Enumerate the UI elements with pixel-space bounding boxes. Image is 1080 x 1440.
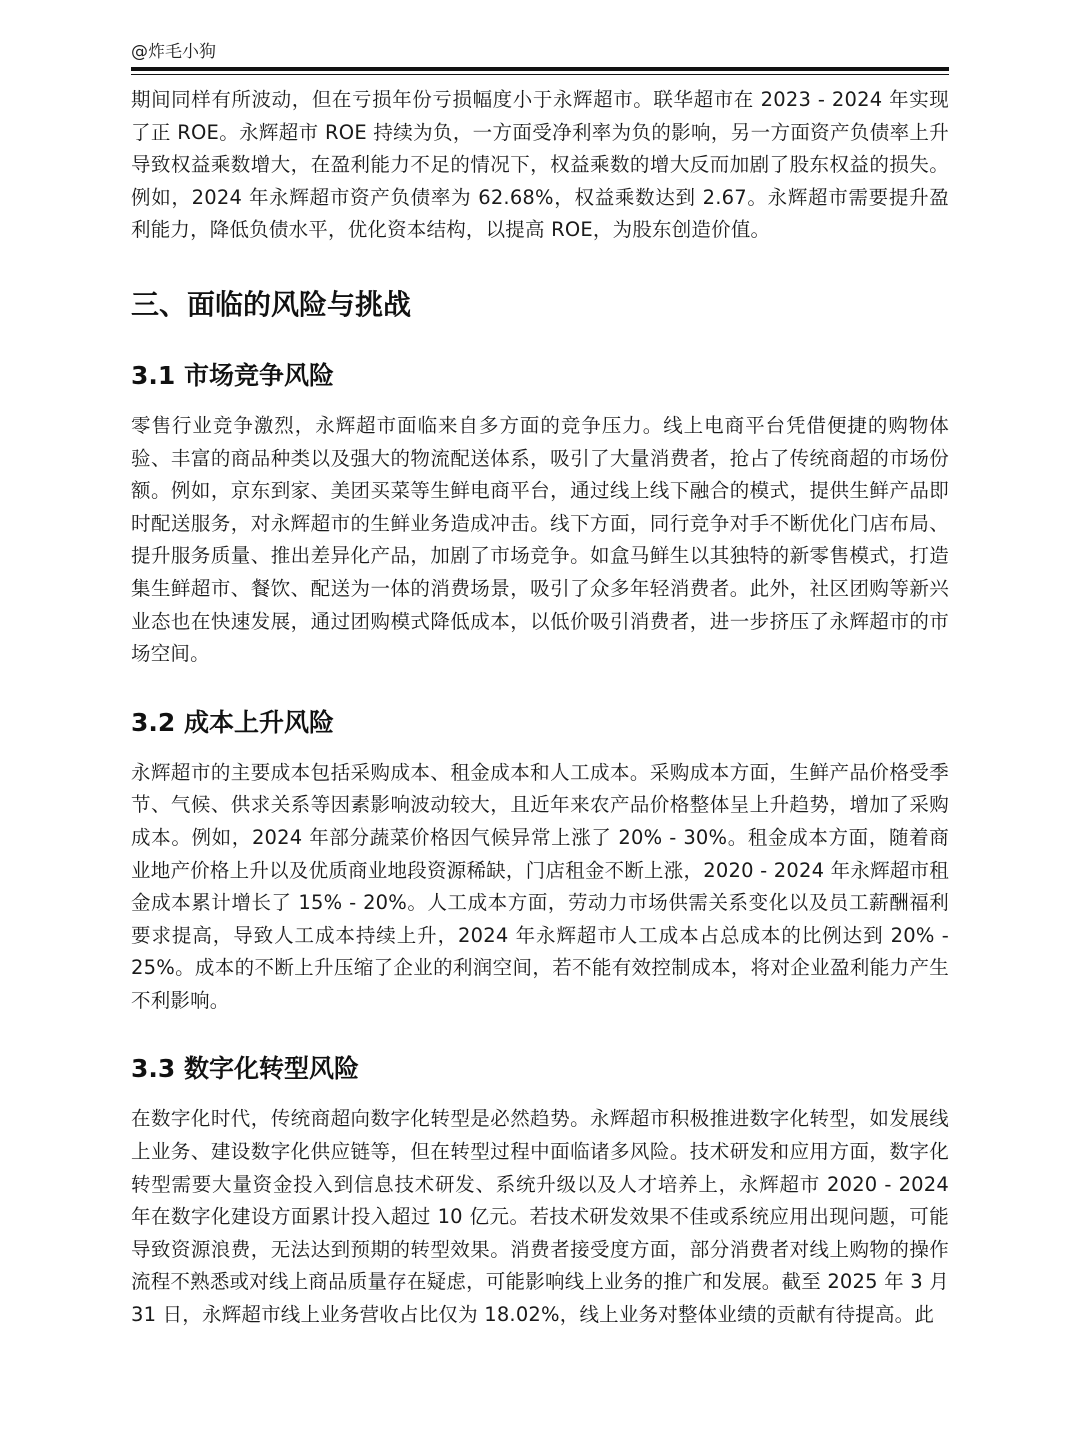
paragraph-3-3: 在数字化时代，传统商超向数字化转型是必然趋势。永辉超市积极推进数字化转型，如发展线上业务、建设数字化供应链等，但在转型过程中面临诸多风险。技术研发和应用方面，数字化转型需要大量资金投入到信息技术研发、系统升级以及人才培养上，永辉超市 2020 - 2024 年在数字化建设方面累计投入超过 10 亿元。若技术研发效果不佳或系统应用出现问题，可能导致资源浪费，无法达到预期的转型效果。消费者接受度方面，部分消费者对线上购物的操作流程不熟悉或对线上商品质量存在疑虑，可能影响线上业务的推广和发展。截至 2025 年 3 月 31 日，永辉超市线上业务营收占比仅为 18.02%，线上业务对整体业绩的贡献有待提高。此	[131, 1107, 949, 1327]
subsection-title-3-3: 3.3 数字化转型风险	[131, 1054, 359, 1084]
intro-paragraph: 期间同样有所波动，但在亏损年份亏损幅度小于永辉超市。联华超市在 2023 - 2024 年实现了正 ROE。永辉超市 ROE 持续为负，一方面受净利率为负的影响，另一方面资产负债率上升导致权益乘数增大，在盈利能力不足的情况下，权益乘数的增大反而加剧了股东权益的损失。例如，2024 年永辉超市资产负债率为 62.68%，权益乘数达到 2.67。永辉超市需要提升盈利能力，降低负债水平，优化资本结构，以提高 ROE，为股东创造价值。	[131, 88, 949, 242]
section-title: 三、面临的风险与挑战	[131, 287, 412, 321]
subsection-title-3-1: 3.1 市场竞争风险	[131, 360, 334, 390]
paragraph-3-1: 零售行业竞争激烈，永辉超市面临来自多方面的竞争压力。线上电商平台凭借便捷的购物体验、丰富的商品种类以及强大的物流配送体系，吸引了大量消费者，抢占了传统商超的市场份额。例如，京东到家、美团买菜等生鲜电商平台，通过线上线下融合的模式，提供生鲜产品即时配送服务，对永辉超市的生鲜业务造成冲击。线下方面，同行竞争对手不断优化门店布局、提升服务质量、推出差异化产品，加剧了市场竞争。如盒马鲜生以其独特的新零售模式，打造集生鲜超市、餐饮、配送为一体的消费场景，吸引了众多年轻消费者。此外，社区团购等新兴业态也在快速发展，通过团购模式降低成本，以低价吸引消费者，进一步挤压了永辉超市的市场空间。	[131, 413, 949, 666]
paragraph-3-2: 永辉超市的主要成本包括采购成本、租金成本和人工成本。采购成本方面，生鲜产品价格受季节、气候、供求关系等因素影响波动较大，且近年来农产品价格整体呈上升趋势，增加了采购成本。例如，2024 年部分蔬菜价格因气候异常上涨了 20% - 30%。租金成本方面，随着商业地产价格上升以及优质商业地段资源稀缺，门店租金不断上涨，2020 - 2024 年永辉超市租金成本累计增长了 15% - 20%。人工成本方面，劳动力市场供需关系变化以及员工薪酬福利要求提高，导致人工成本持续上升，2024 年永辉超市人工成本占总成本的比例达到 20% - 25%。成本的不断上升压缩了企业的利润空间，若不能有效控制成本，将对企业盈利能力产生不利影响。	[131, 760, 949, 1012]
author-watermark: @炸毛小狗	[131, 42, 216, 62]
header-rule-thick	[131, 67, 949, 71]
header-rule-thin	[131, 74, 949, 75]
subsection-title-3-2: 3.2 成本上升风险	[131, 707, 334, 737]
document-body	[131, 84, 949, 1332]
